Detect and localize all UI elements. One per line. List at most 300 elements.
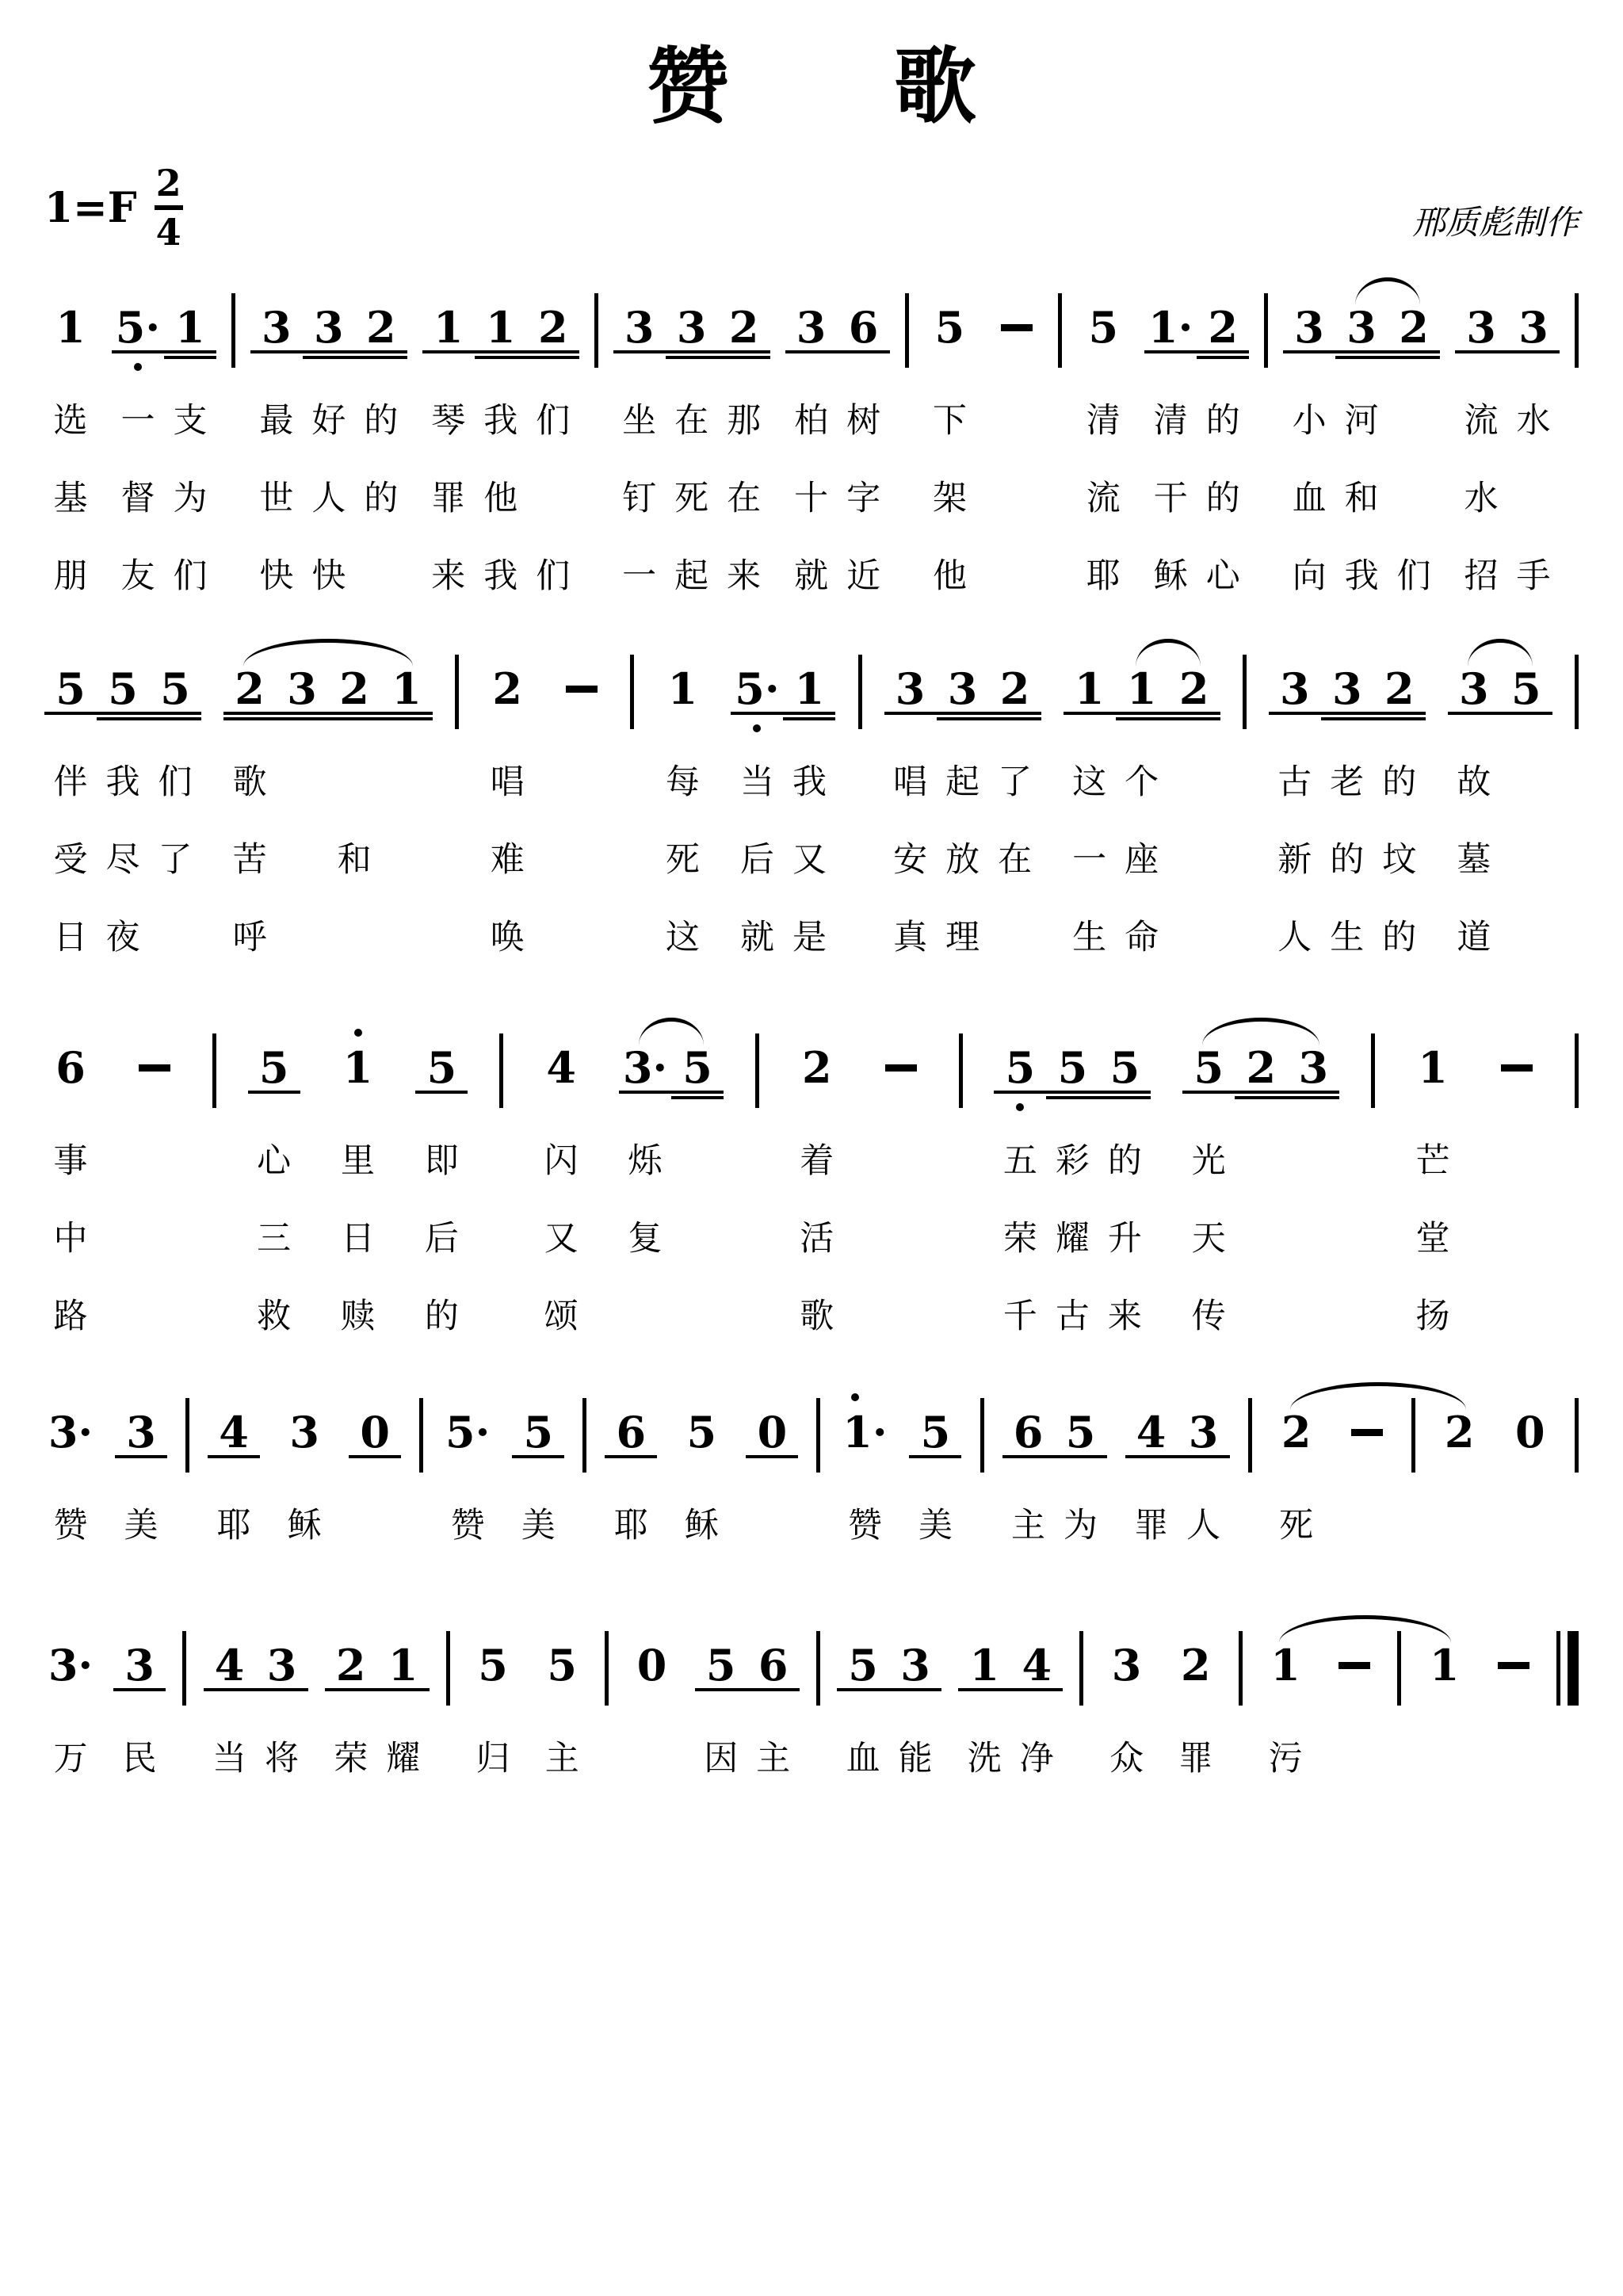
note: 2: [1180, 1640, 1211, 1691]
lyric-syllable: 一: [622, 556, 657, 596]
dash: [139, 1064, 170, 1072]
note-column: [695, 1642, 747, 1797]
underline-2: [989, 717, 1041, 720]
lyric-syllable: 血: [846, 1738, 880, 1778]
lyric-stack: [923, 382, 976, 615]
lyric-syllable: 道: [1457, 917, 1491, 957]
lyric-syllable: 主: [756, 1738, 791, 1778]
lyric-stack: [838, 382, 890, 615]
lyric-syllable: 稣: [1153, 556, 1188, 596]
slur-arc: [1290, 1382, 1466, 1410]
lyric-syllable: 琴: [431, 400, 466, 441]
note-column: [838, 304, 890, 615]
beam-group: [923, 304, 976, 615]
note: 3: [250, 304, 303, 353]
note: 3: [1507, 304, 1560, 353]
note-column: [666, 304, 718, 615]
lyric-syllable: [355, 537, 407, 615]
lyric-syllable: 即: [424, 1140, 459, 1181]
note: 3: [1448, 666, 1500, 715]
beam-group: [785, 304, 890, 615]
lyric-stack: [613, 382, 666, 615]
lyric-syllable: [128, 1122, 181, 1200]
lyric-syllable: 清: [1086, 400, 1121, 441]
lyric-stack: [1077, 382, 1129, 615]
underline-2: [164, 356, 216, 359]
note-column: [441, 1409, 494, 1564]
note: 3: [113, 1642, 166, 1691]
lyric-syllable: 新: [1277, 839, 1312, 880]
lyric-syllable: 小: [1292, 400, 1327, 441]
lyric-syllable: 传: [1191, 1296, 1226, 1336]
beam-group: [1064, 663, 1220, 976]
note-column: [1002, 1409, 1055, 1564]
lyric-stack: [208, 1487, 260, 1564]
note: 4: [204, 1642, 256, 1691]
barline: [816, 1398, 820, 1473]
note-column: [613, 304, 666, 615]
lyric-syllable: 招: [1464, 556, 1499, 596]
dash: [1338, 1662, 1370, 1669]
lyric-syllable: 将: [265, 1738, 300, 1778]
beam-group: [884, 663, 1041, 976]
note: 2: [223, 666, 276, 715]
barline: [816, 1631, 820, 1706]
system-row: [44, 1382, 1579, 1564]
low-octave-dot: [134, 363, 142, 371]
barline: [231, 293, 235, 368]
barline: [1058, 293, 1062, 368]
underline-2: [223, 717, 276, 720]
beam-group: [204, 1642, 308, 1797]
note-column: [791, 1042, 843, 1355]
final-bar-thin: [1556, 1631, 1560, 1706]
barline: [1575, 655, 1579, 729]
beam-group: [248, 1042, 300, 1355]
lyric-syllable: 芒: [1415, 1140, 1450, 1181]
lyric-syllable: 那: [727, 400, 762, 441]
underline-2: [475, 356, 527, 359]
note-column: [1170, 1642, 1222, 1797]
lyric-stack: [527, 382, 579, 615]
beam-group: [113, 1642, 166, 1797]
beam-group: [223, 663, 433, 976]
note-column: [256, 1642, 308, 1797]
note-column: [223, 663, 276, 976]
lyric-syllable: 了: [158, 839, 193, 880]
lyric-syllable: 了: [998, 762, 1033, 802]
lyric-syllable: 天: [1191, 1218, 1226, 1259]
note: 0: [636, 1640, 667, 1691]
lyric-syllable: 主: [1011, 1505, 1046, 1545]
music-system: [44, 1018, 1579, 1355]
lyric-stack: [44, 1487, 97, 1564]
dash-note: [1487, 1642, 1540, 1691]
lyric-stack: [889, 1720, 941, 1797]
lyric-syllable: [328, 899, 380, 976]
beam-group: [958, 1642, 1063, 1797]
barline: [1079, 1631, 1083, 1706]
lyric-stack: [44, 1122, 97, 1355]
beam-group: [1419, 1642, 1471, 1797]
note: 5: [837, 1642, 889, 1691]
beam-group: [467, 1642, 519, 1797]
lyric-syllable: 的: [364, 400, 399, 441]
lyric-syllable: 们: [536, 400, 571, 441]
lyric-syllable: 美: [521, 1505, 556, 1545]
underline-2: [1197, 356, 1249, 359]
lyric-syllable: 唤: [490, 917, 525, 957]
lyric-syllable: 和: [1344, 478, 1379, 518]
note: 6: [747, 1642, 800, 1691]
lyric-stack: [671, 1122, 724, 1355]
note: 1·: [838, 1409, 891, 1458]
lyric-syllable: 放: [945, 839, 980, 880]
underline-2: [97, 717, 149, 720]
beam-group: [991, 304, 1043, 615]
music-system: [44, 1382, 1579, 1564]
note: 1: [422, 304, 475, 353]
note: 5: [547, 1640, 577, 1691]
barline: [212, 1033, 216, 1108]
note: 1: [1064, 666, 1116, 715]
note-column: [512, 1409, 564, 1564]
note-column: [332, 1042, 384, 1355]
lyric-syllable: [875, 1278, 927, 1355]
lyric-stack: [783, 743, 835, 976]
lyric-syllable: 当: [212, 1738, 247, 1778]
lyric-syllable: 路: [53, 1296, 88, 1336]
slur-arc: [1355, 277, 1420, 305]
lyric-stack: [115, 1487, 167, 1564]
note-column: [1448, 663, 1500, 976]
note-column: [1491, 1045, 1543, 1355]
final-barline: [1556, 1631, 1579, 1706]
note: 5: [1500, 666, 1552, 715]
underline-2: [1116, 717, 1168, 720]
beam-group: [626, 1642, 678, 1797]
lyric-syllable: 坐: [622, 400, 657, 441]
lyric-syllable: 美: [124, 1505, 158, 1545]
note-column: [1077, 304, 1129, 615]
note: 5: [149, 666, 201, 715]
lyric-syllable: 美: [918, 1505, 953, 1545]
note: 6: [1002, 1409, 1055, 1458]
note-column: [556, 666, 608, 976]
lyric-syllable: 光: [1191, 1140, 1226, 1181]
note: 5: [686, 1407, 717, 1458]
lyric-stack: [875, 1122, 927, 1355]
lyric-stack: [1407, 1122, 1459, 1355]
lyric-syllable: 因: [704, 1738, 739, 1778]
lyric-syllable: 真: [893, 917, 928, 957]
slur-arc: [1136, 639, 1201, 667]
lyric-syllable: 每: [665, 762, 700, 802]
lyric-syllable: 生: [1072, 917, 1107, 957]
lyric-syllable: 又: [544, 1218, 579, 1259]
lyric-stack: [44, 743, 97, 976]
note: 5: [415, 1045, 468, 1094]
lyric-syllable: 近: [846, 556, 881, 596]
lyric-syllable: [556, 743, 608, 821]
note-column: [303, 304, 355, 615]
note-column: [1388, 304, 1440, 615]
lyric-syllable: 选: [53, 400, 88, 441]
note-column: [718, 304, 770, 615]
note: 3: [303, 304, 355, 353]
lyric-syllable: 主: [544, 1738, 579, 1778]
beam-group: [695, 1642, 800, 1797]
lyric-syllable: 朋: [53, 556, 88, 596]
note-column: [204, 1642, 256, 1797]
note-column: [1055, 1409, 1107, 1564]
note: 2: [492, 663, 522, 715]
dash: [1001, 324, 1033, 331]
lyric-syllable: 快: [311, 556, 346, 596]
note-column: [355, 304, 407, 615]
note-column: [937, 663, 989, 976]
lyric-syllable: [1491, 1278, 1543, 1355]
note: 5: [1046, 1045, 1098, 1094]
lyric-stack: [1125, 1487, 1178, 1564]
beam-group: [1504, 1409, 1556, 1564]
note-column: [44, 304, 97, 615]
lyric-syllable: 受: [53, 839, 88, 880]
note-column: [44, 1042, 97, 1355]
note: 3: [1287, 1045, 1339, 1094]
note-column: [1270, 1409, 1323, 1564]
barline: [905, 293, 909, 368]
lyric-syllable: [556, 821, 608, 899]
note: 2: [1235, 1045, 1287, 1094]
lyric-syllable: 污: [1268, 1738, 1303, 1778]
note-column: [626, 1642, 678, 1797]
underline-2: [666, 356, 718, 359]
beam-group: [1283, 304, 1440, 615]
lyric-syllable: 死: [1279, 1505, 1314, 1545]
lyric-syllable: 他: [483, 478, 518, 518]
lyric-syllable: [527, 460, 579, 537]
lyric-syllable: 难: [490, 839, 525, 880]
final-bar-thick: [1568, 1631, 1579, 1706]
lyric-syllable: 彩: [1055, 1140, 1090, 1181]
lyric-stack: [937, 743, 989, 976]
note-column: [1144, 304, 1197, 615]
lyric-syllable: 日: [341, 1218, 375, 1259]
lyric-syllable: 人: [1277, 917, 1312, 957]
beam-group: [208, 1409, 260, 1564]
note: 1: [1116, 666, 1168, 715]
lyric-syllable: [1504, 1487, 1556, 1564]
note: 3: [1321, 666, 1373, 715]
lyric-syllable: 赎: [341, 1296, 375, 1336]
beam-group: [613, 304, 770, 615]
dash-note: [875, 1045, 927, 1094]
meta-row: [44, 162, 1579, 254]
beam-group: [278, 1409, 330, 1564]
lyric-syllable: [1341, 1487, 1393, 1564]
beam-group: [112, 304, 216, 615]
lyric-syllable: 后: [739, 839, 774, 880]
underline-2: [1388, 356, 1440, 359]
beam-group: [1077, 304, 1129, 615]
beam-group: [875, 1045, 927, 1355]
beam-group: [1259, 1642, 1312, 1797]
lyric-syllable: 里: [341, 1140, 375, 1181]
lyric-stack: [1235, 1122, 1287, 1355]
time-upper: 2: [155, 162, 181, 205]
note-column: [115, 1409, 167, 1564]
note-column: [149, 663, 201, 976]
slur-arc: [1279, 1615, 1451, 1643]
high-octave-dot: [354, 1029, 362, 1037]
note-column: [923, 304, 976, 615]
lyric-stack: [97, 743, 149, 976]
credit: 邢质彪制作: [1411, 203, 1579, 243]
beam-group: [1170, 1642, 1222, 1797]
lyric-syllable: 日: [53, 917, 88, 957]
note-column: [208, 1409, 260, 1564]
lyric-stack: [303, 382, 355, 615]
lyric-syllable: 心: [257, 1140, 292, 1181]
lyric-stack: [512, 1487, 564, 1564]
system-row: [44, 639, 1579, 976]
underline-2: [527, 356, 579, 359]
note: 2: [1197, 304, 1249, 353]
low-octave-dot: [753, 724, 761, 732]
key-and-time: [44, 162, 183, 254]
lyric-syllable: 他: [932, 556, 967, 596]
note-column: [475, 304, 527, 615]
note-column: [1500, 663, 1552, 976]
note-column: [1419, 1642, 1471, 1797]
dash: [1501, 1064, 1533, 1072]
note: 1: [380, 666, 433, 715]
lyric-syllable: 这: [665, 917, 700, 957]
lyric-syllable: 血: [1292, 478, 1327, 518]
lyric-stack: [1101, 1720, 1153, 1797]
lyric-stack: [1197, 382, 1249, 615]
lyric-syllable: [1168, 821, 1220, 899]
lyric-syllable: 的: [1382, 762, 1417, 802]
note: 2: [1444, 1407, 1475, 1458]
beam-group: [44, 1042, 97, 1355]
lyric-syllable: [1235, 1278, 1287, 1355]
note-column: [97, 663, 149, 976]
lyric-syllable: [380, 743, 433, 821]
lyric-syllable: 起: [674, 556, 709, 596]
lyric-syllable: [1491, 1200, 1543, 1278]
note-column: [44, 663, 97, 976]
barline: [755, 1033, 759, 1108]
lyric-syllable: 水: [1464, 478, 1499, 518]
lyric-syllable: 伴: [53, 762, 88, 802]
lyric-syllable: [1287, 1278, 1339, 1355]
barline: [499, 1033, 503, 1108]
note: 1: [667, 663, 698, 715]
beam-group: [1002, 1409, 1107, 1564]
lyric-syllable: [1500, 821, 1552, 899]
beam-group: [791, 1042, 843, 1355]
lyric-syllable: 的: [424, 1296, 459, 1336]
note: 5: [994, 1045, 1046, 1094]
note-column: [909, 1409, 961, 1564]
note: 1: [164, 304, 216, 353]
lyric-syllable: 稣: [287, 1505, 322, 1545]
beam-group: [1341, 1409, 1393, 1564]
lyric-syllable: 来: [431, 556, 466, 596]
note: 3: [666, 304, 718, 353]
lyric-syllable: 我: [483, 400, 518, 441]
note-column: [1407, 1042, 1459, 1355]
lyric-syllable: [1328, 1720, 1381, 1797]
note: 3: [785, 304, 838, 353]
barline: [959, 1033, 963, 1108]
lyric-syllable: 稣: [684, 1505, 719, 1545]
note: 3: [1455, 304, 1507, 353]
lyric-stack: [556, 743, 608, 976]
note: 4: [546, 1042, 576, 1094]
barline: [594, 293, 598, 368]
lyric-syllable: 世: [259, 478, 294, 518]
beam-group: [746, 1409, 798, 1564]
lyric-syllable: [1168, 899, 1220, 976]
beam-group: [535, 1042, 587, 1355]
lyric-syllable: 荣: [1002, 1218, 1037, 1259]
note-column: [989, 663, 1041, 976]
note-column: [1046, 1042, 1098, 1355]
note-column: [837, 1642, 889, 1797]
beam-group: [441, 1409, 494, 1564]
lyric-syllable: 座: [1125, 839, 1159, 880]
lyric-stack: [1098, 1122, 1151, 1355]
note: 3: [1111, 1640, 1142, 1691]
lyric-stack: [884, 743, 937, 976]
note: 2: [527, 304, 579, 353]
lyric-syllable: [671, 1122, 724, 1200]
beam-group: [512, 1409, 564, 1564]
lyric-syllable: 又: [792, 839, 827, 880]
note-column: [1321, 663, 1373, 976]
dash: [566, 686, 598, 693]
lyric-syllable: 柏: [794, 400, 829, 441]
note-column: [619, 1042, 671, 1355]
dash: [1351, 1429, 1383, 1436]
lyric-stack: [656, 743, 708, 976]
lyric-stack: [278, 1487, 330, 1564]
note-column: [783, 663, 835, 976]
beam-group: [1144, 304, 1249, 615]
lyric-syllable: 架: [932, 478, 967, 518]
lyric-syllable: 罪: [1134, 1505, 1169, 1545]
lyric-stack: [1419, 1720, 1471, 1797]
lyric-syllable: 归: [475, 1738, 510, 1778]
lyric-syllable: [1500, 743, 1552, 821]
music-system: [44, 277, 1579, 615]
beam-group: [44, 1409, 97, 1564]
barline: [446, 1631, 450, 1706]
lyric-stack: [619, 1122, 671, 1355]
lyric-syllable: 们: [173, 556, 208, 596]
note-column: [527, 304, 579, 615]
lyric-stack: [256, 1720, 308, 1797]
note: 3: [256, 1642, 308, 1691]
lyric-stack: [785, 382, 838, 615]
lyric-stack: [535, 1122, 587, 1355]
beam-group: [994, 1042, 1151, 1355]
beam-group: [1270, 1409, 1323, 1564]
lyric-syllable: 好: [311, 400, 346, 441]
